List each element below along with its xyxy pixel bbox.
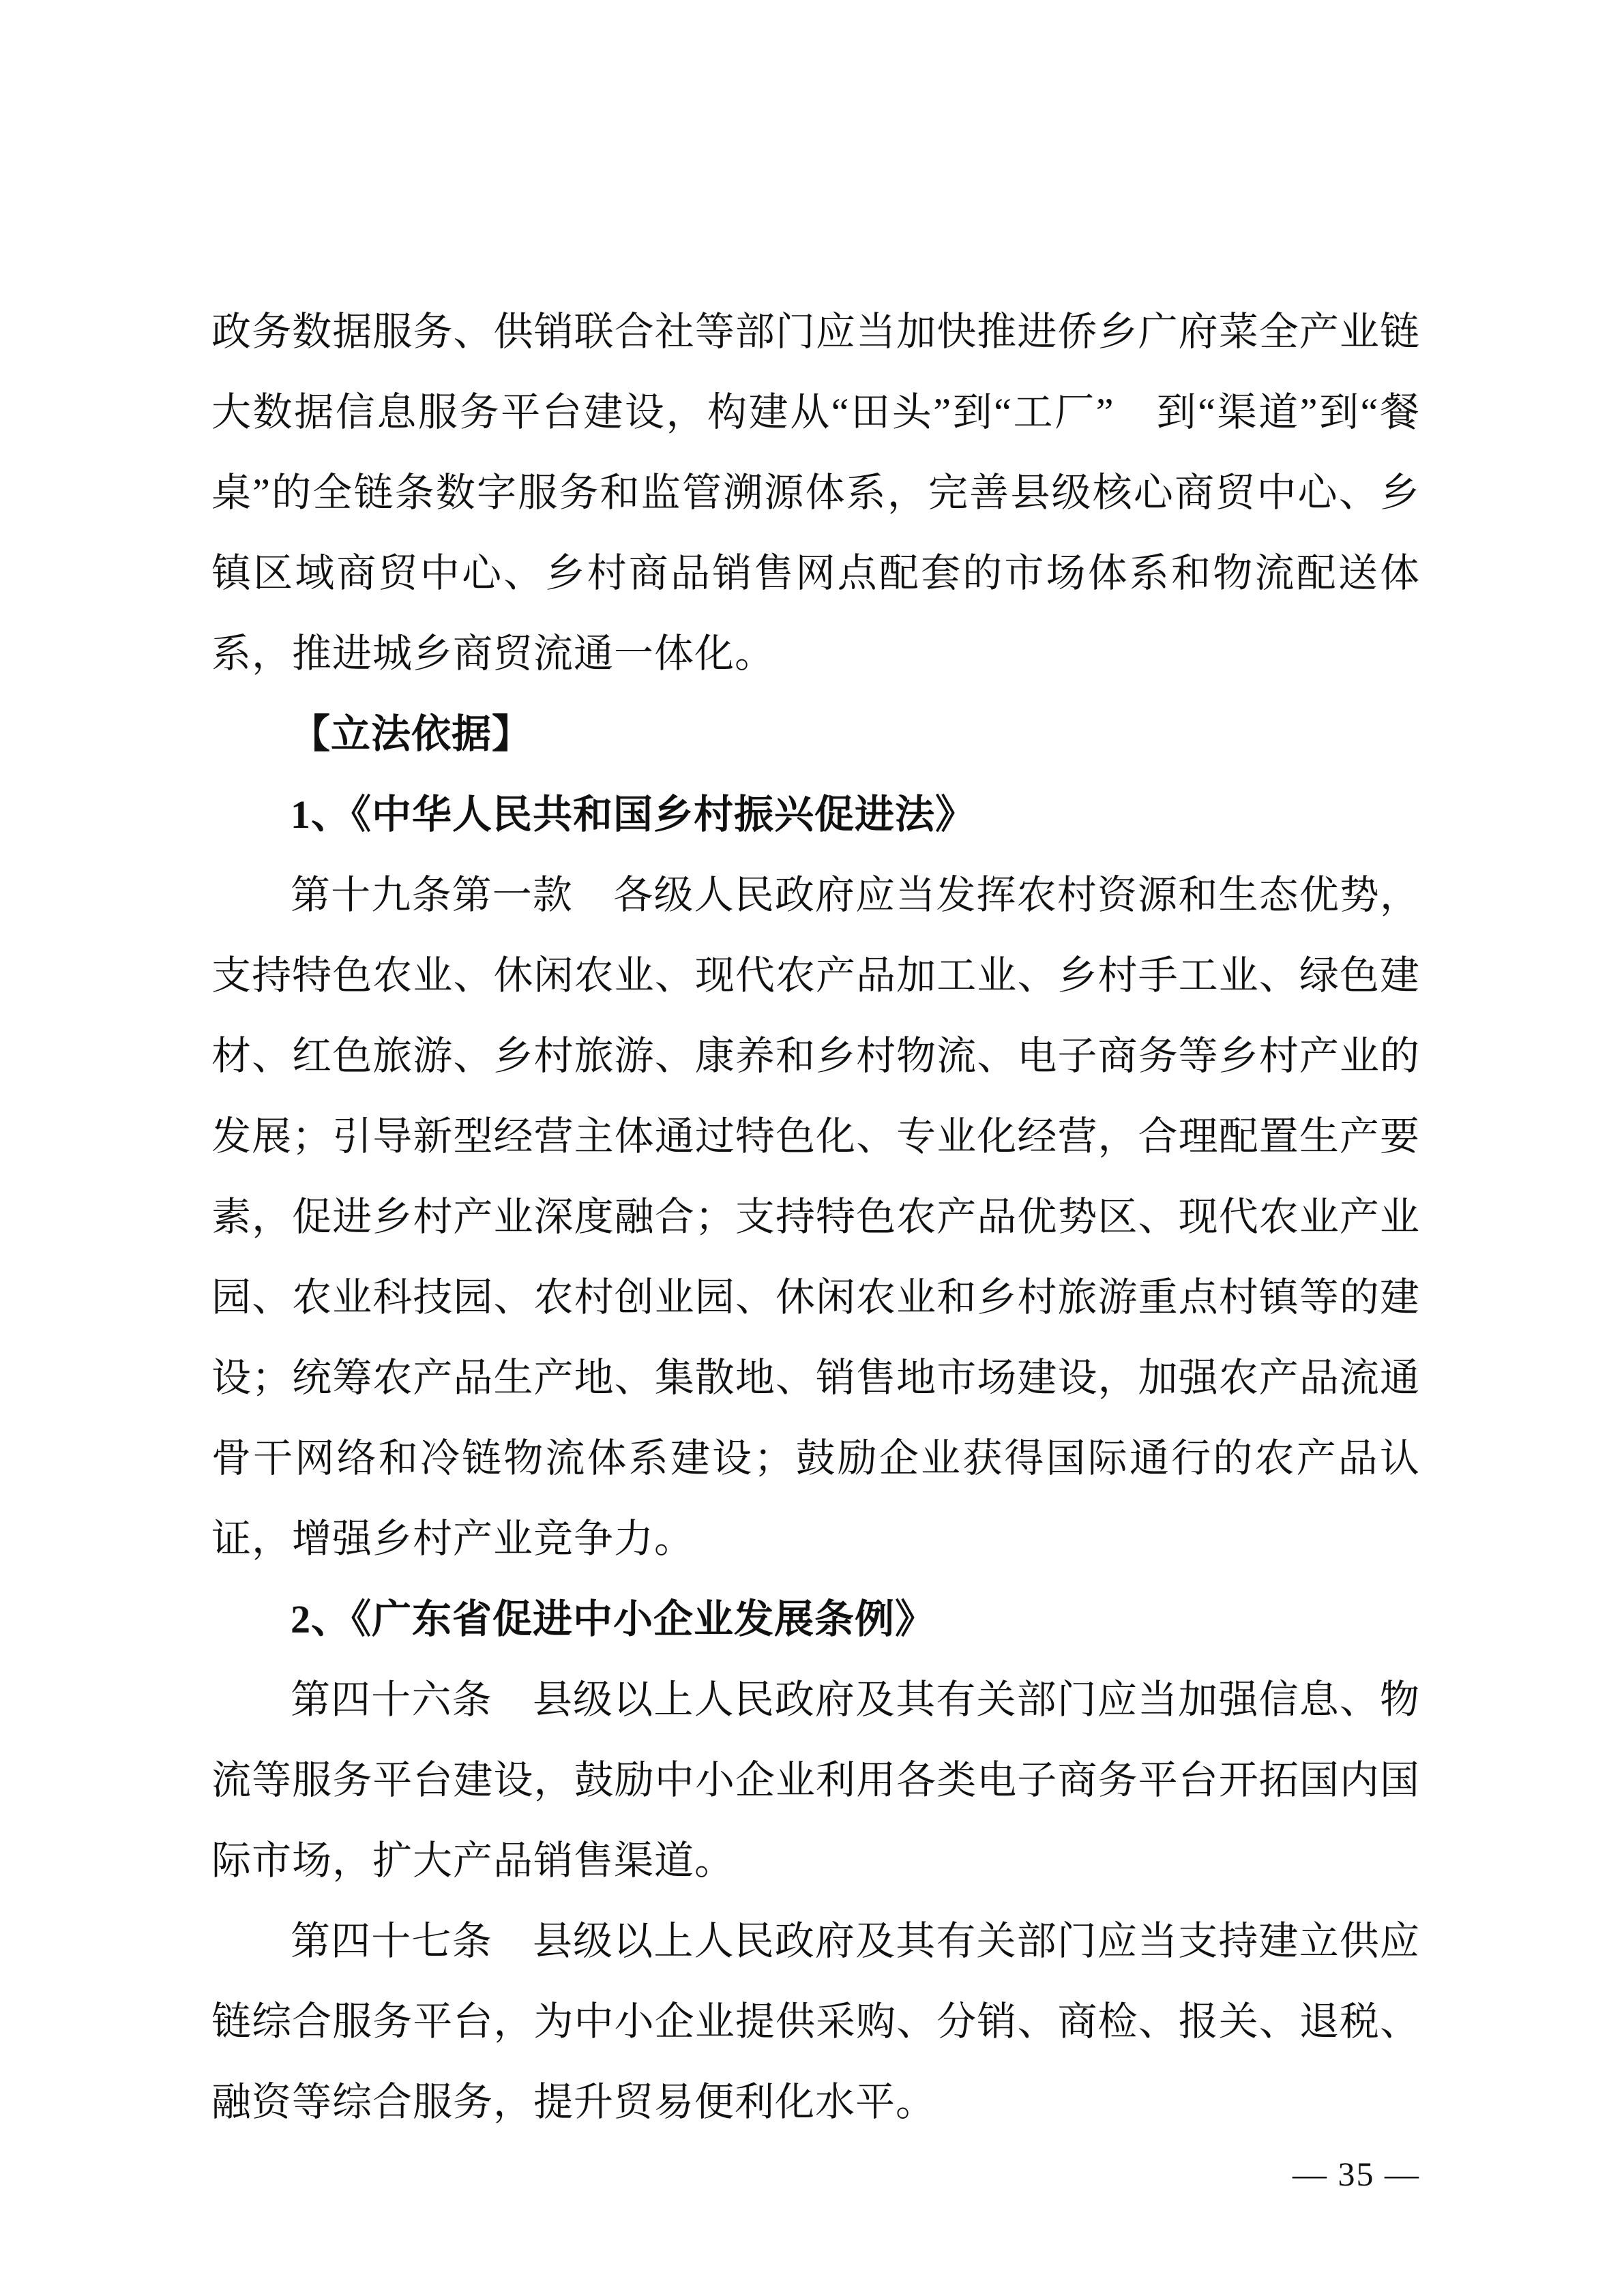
document-text-block	[211, 292, 1420, 2143]
page-number: — 35 —	[1293, 2155, 1420, 2193]
paragraph-continuation: 政务数据服务、供销联合社等部门应当加快推进侨乡广府菜全产业链大数据信息服务平台建设，构建从“田头”到“工厂” 到“渠道”到“餐桌”的全链条数字服务和监管溯源体系，完善县级核心商贸中心、乡镇区域商贸中心、乡村商品销售网点配套的市场体系和物流配送体系，推进城乡商贸流通一体化。	[211, 310, 1420, 676]
heading-law-1-rural-revitalization: 1、《中华人民共和国乡村振兴促进法》	[291, 792, 976, 837]
paragraph-article-19: 第十九条第一款 各级人民政府应当发挥农村资源和生态优势，支持特色农业、休闲农业、现代农产品加工业、乡村手工业、绿色建材、红色旅游、乡村旅游、康养和乡村物流、电子商务等乡村产业的发展；引导新型经营主体通过特色化、专业化经营，合理配置生产要素，促进乡村产业深度融合；支持特色农产品优势区、现代农业产业园、农业科技园、农村创业园、休闲农业和乡村旅游重点村镇等的建设；统筹农产品生产地、集散地、销售地市场建设，加强农产品流通骨干网络和冷链物流体系建设；鼓励企业获得国际通行的农产品认证，增强乡村产业竞争力。	[211, 873, 1420, 1561]
paragraph-article-46: 第四十六条 县级以上人民政府及其有关部门应当加强信息、物流等服务平台建设，鼓励中小企业利用各类电子商务平台开拓国内国际市场，扩大产品销售渠道。	[211, 1678, 1420, 1883]
heading-law-2-sme-regulation: 2、《广东省促进中小企业发展条例》	[291, 1597, 936, 1641]
paragraph-article-47: 第四十七条 县级以上人民政府及其有关部门应当支持建立供应链综合服务平台，为中小企业提供采购、分销、商检、报关、退税、融资等综合服务，提升贸易便利化水平。	[211, 1919, 1420, 2124]
heading-legislative-basis: 【立法依据】	[291, 712, 533, 756]
